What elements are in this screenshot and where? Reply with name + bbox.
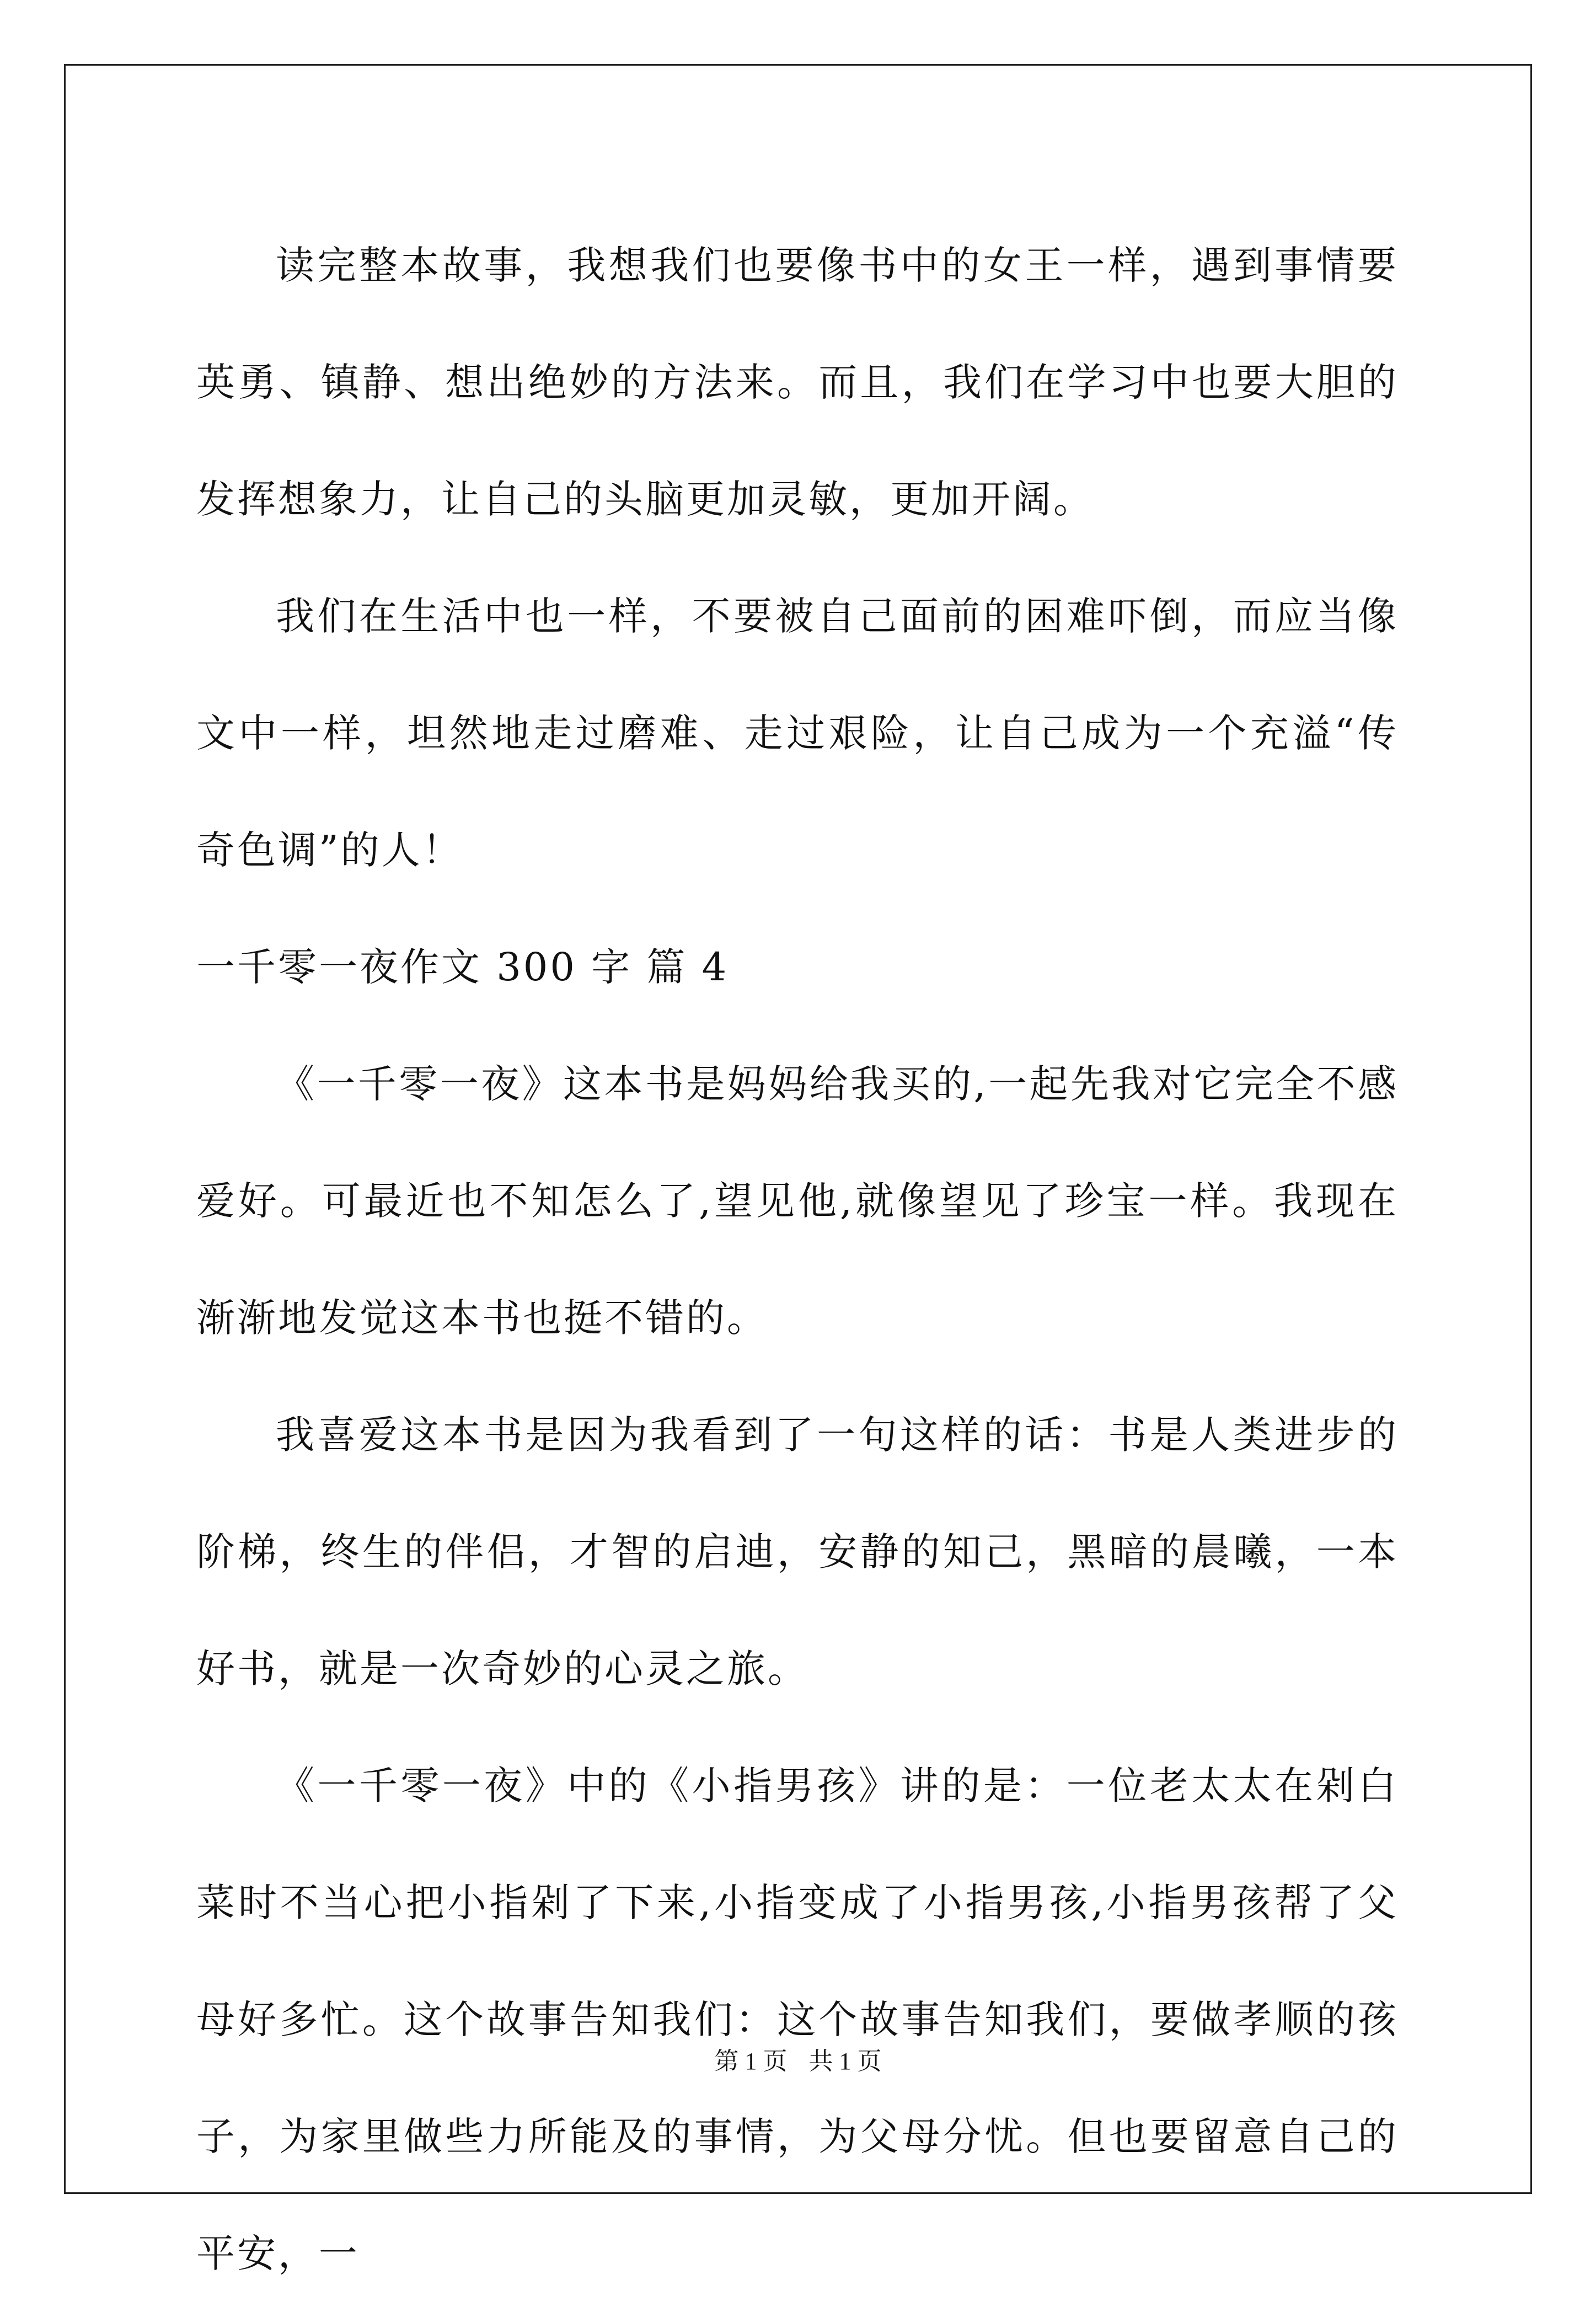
- paragraph: 我喜爱这本书是因为我看到了一句这样的话：书是人类进步的阶梯，终生的伴侣，才智的启迪，安静的知己，黑暗的晨曦，一本好书，就是一次奇妙的心灵之旅。: [196, 1412, 1399, 1691]
- page-total: 共 1 页: [808, 2048, 882, 2075]
- paragraph: 我们在生活中也一样，不要被自己面前的困难吓倒，而应当像文中一样，坦然地走过磨难、走过艰险，让自己成为一个充溢“传奇色调”的人！: [196, 594, 1399, 873]
- document-body: [196, 207, 1399, 2312]
- section-heading: 一千零一夜作文 300 字 篇 4: [196, 944, 729, 990]
- paragraph: 《一千零一夜》这本书是妈妈给我买的,一起先我对它完全不感爱好。可最近也不知怎么了,望见他,就像望见了珍宝一样。我现在渐渐地发觉这本书也挺不错的。: [196, 1061, 1399, 1341]
- page-number: 第 1 页: [714, 2048, 788, 2075]
- paragraph: 读完整本故事，我想我们也要像书中的女王一样，遇到事情要英勇、镇静、想出绝妙的方法来。而且，我们在学习中也要大胆的发挥想象力，让自己的头脑更加灵敏，更加开阔。: [196, 243, 1399, 522]
- page-footer: [0, 2041, 1596, 2076]
- paragraph: 《一千零一夜》中的《小指男孩》讲的是：一位老太太在剁白菜时不当心把小指剁了下来,小指变成了小指男孩,小指男孩帮了父母好多忙。这个故事告知我们：这个故事告知我们，要做孝顺的孩子，为家里做些力所能及的事情，为父母分忧。但也要留意自己的平安，一: [196, 1763, 1399, 2276]
